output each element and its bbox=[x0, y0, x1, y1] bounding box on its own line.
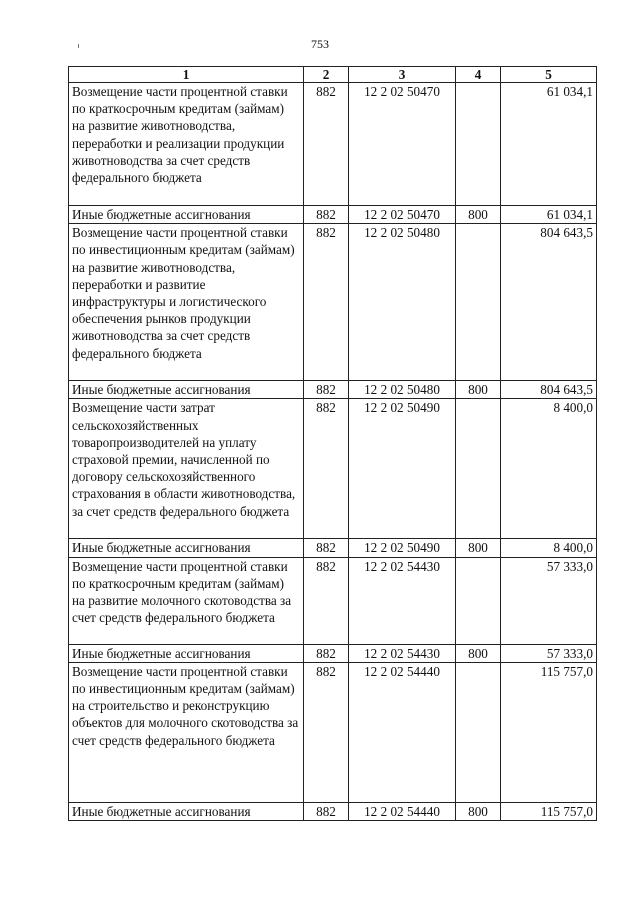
row-grbs: 882 bbox=[304, 224, 349, 381]
table-row bbox=[69, 381, 597, 399]
row-vr: 800 bbox=[456, 381, 501, 399]
header-cell-1: 1 bbox=[69, 67, 304, 83]
row-csr: 12 2 02 54440 bbox=[349, 662, 456, 802]
row-grbs: 882 bbox=[304, 557, 349, 644]
row-csr: 12 2 02 50480 bbox=[349, 381, 456, 399]
row-sum: 8 400,0 bbox=[501, 539, 597, 557]
row-grbs: 882 bbox=[304, 539, 349, 557]
row-csr: 12 2 02 50490 bbox=[349, 399, 456, 539]
row-sum: 61 034,1 bbox=[501, 206, 597, 224]
table-row bbox=[69, 557, 597, 644]
header-cell-5: 5 bbox=[501, 67, 597, 83]
row-csr: 12 2 02 54430 bbox=[349, 557, 456, 644]
row-vr: 800 bbox=[456, 644, 501, 662]
row-name: Иные бюджетные ассигнования bbox=[69, 539, 304, 557]
row-vr bbox=[456, 83, 501, 206]
row-sum: 57 333,0 bbox=[501, 557, 597, 644]
row-grbs: 882 bbox=[304, 644, 349, 662]
row-name: Возмещение части процентной ставки по инвестиционным кредитам (займам) на строительство и реконструкцию объектов для молочного скотоводства за счет средств федерального бюджета bbox=[69, 662, 304, 802]
row-name: Иные бюджетные ассигнования bbox=[69, 802, 304, 820]
header-cell-2: 2 bbox=[304, 67, 349, 83]
row-vr bbox=[456, 557, 501, 644]
row-csr: 12 2 02 50470 bbox=[349, 206, 456, 224]
row-vr bbox=[456, 399, 501, 539]
table-row bbox=[69, 644, 597, 662]
row-sum: 57 333,0 bbox=[501, 644, 597, 662]
row-csr: 12 2 02 54430 bbox=[349, 644, 456, 662]
row-vr bbox=[456, 662, 501, 802]
table-row bbox=[69, 206, 597, 224]
table-row bbox=[69, 224, 597, 381]
row-sum: 804 643,5 bbox=[501, 381, 597, 399]
row-sum: 115 757,0 bbox=[501, 662, 597, 802]
row-grbs: 882 bbox=[304, 83, 349, 206]
table-row bbox=[69, 83, 597, 206]
row-name: Иные бюджетные ассигнования bbox=[69, 644, 304, 662]
row-csr: 12 2 02 50480 bbox=[349, 224, 456, 381]
row-grbs: 882 bbox=[304, 399, 349, 539]
table-row bbox=[69, 539, 597, 557]
table-row bbox=[69, 802, 597, 820]
header-row bbox=[69, 67, 597, 83]
row-sum: 804 643,5 bbox=[501, 224, 597, 381]
row-name: Иные бюджетные ассигнования bbox=[69, 381, 304, 399]
header-cell-4: 4 bbox=[456, 67, 501, 83]
budget-table bbox=[68, 66, 597, 821]
table-row bbox=[69, 399, 597, 539]
scan-mark bbox=[78, 44, 79, 48]
row-name: Иные бюджетные ассигнования bbox=[69, 206, 304, 224]
row-grbs: 882 bbox=[304, 381, 349, 399]
row-grbs: 882 bbox=[304, 662, 349, 802]
table-row bbox=[69, 662, 597, 802]
row-csr: 12 2 02 50470 bbox=[349, 83, 456, 206]
row-sum: 61 034,1 bbox=[501, 83, 597, 206]
row-sum: 115 757,0 bbox=[501, 802, 597, 820]
row-name: Возмещение части затрат сельскохозяйственных товаропроизводителей на уплату страховой премии, начисленной по договору сельскохозяйственного страхования в области животноводства, за счет средств федерального бюджета bbox=[69, 399, 304, 539]
page-number: 753 bbox=[311, 37, 329, 51]
row-csr: 12 2 02 50490 bbox=[349, 539, 456, 557]
row-name: Возмещение части процентной ставки по инвестиционным кредитам (займам) на развитие животноводства, переработки и развитие инфраструктуры и логистического обеспечения рынков продукции животноводства за счет средств федерального бюджета bbox=[69, 224, 304, 381]
header-cell-3: 3 bbox=[349, 67, 456, 83]
row-vr: 800 bbox=[456, 539, 501, 557]
row-vr: 800 bbox=[456, 802, 501, 820]
row-grbs: 882 bbox=[304, 802, 349, 820]
row-sum: 8 400,0 bbox=[501, 399, 597, 539]
row-name: Возмещение части процентной ставки по краткосрочным кредитам (займам) на развитие молочного скотоводства за счет средств федерального бюджета bbox=[69, 557, 304, 644]
row-vr: 800 bbox=[456, 206, 501, 224]
row-grbs: 882 bbox=[304, 206, 349, 224]
row-csr: 12 2 02 54440 bbox=[349, 802, 456, 820]
row-vr bbox=[456, 224, 501, 381]
row-name: Возмещение части процентной ставки по краткосрочным кредитам (займам) на развитие животноводства, переработки и реализации продукции животноводства за счет средств федерального бюджета bbox=[69, 83, 304, 206]
